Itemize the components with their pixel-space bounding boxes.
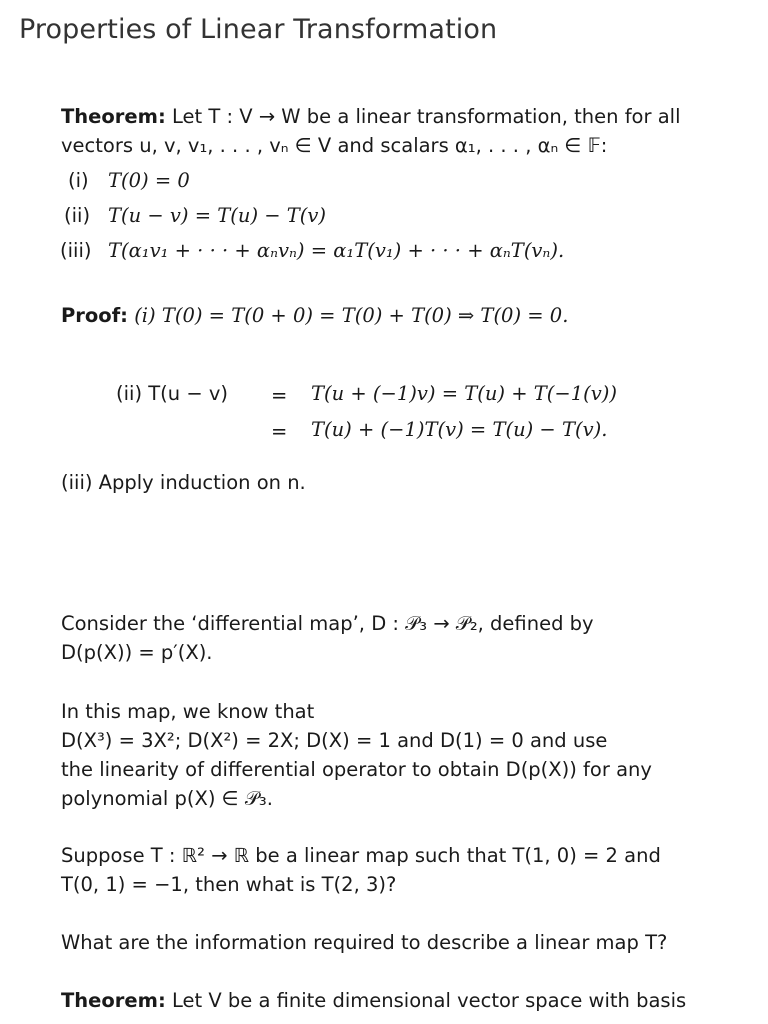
- theorem-2-statement: [61, 986, 728, 1015]
- theorem-line-2: vectors u, v, v₁, . . . , vₙ ∈ V and scalars α₁, . . . , αₙ ∈ 𝔽:: [61, 134, 608, 157]
- property-label: (i): [68, 169, 89, 192]
- theorem-line-1: Let T : V → W be a linear transformation, then for all: [171, 105, 681, 128]
- paragraph-line: the linearity of differential operator to obtain D(p(X)) for any: [61, 758, 652, 781]
- property-item-3: [60, 236, 564, 265]
- linear-map-question: [61, 841, 728, 899]
- proof-part-2-rhs-1: T(u + (−1)v) = T(u) + T(−1(v)): [311, 382, 617, 405]
- paragraph-line: Suppose T : ℝ² → ℝ be a linear map such that T(1, 0) = 2 and: [61, 844, 661, 867]
- theorem-line-1: Let V be a finite dimensional vector space with basis: [171, 989, 687, 1012]
- page-title: Properties of Linear Transformation: [19, 14, 498, 45]
- equals-sign: =: [271, 420, 288, 443]
- theorem-statement: [61, 102, 728, 160]
- paragraph-line: D(X³) = 3X²; D(X²) = 2X; D(X) = 1 and D(1) = 0 and use: [61, 729, 608, 752]
- theorem-label: Theorem:: [61, 105, 166, 128]
- proof-part-1: [61, 301, 728, 330]
- property-item-1: [68, 166, 190, 195]
- paragraph-line: Consider the ‘differential map’, D : 𝒫₃ → 𝒫₂, defined by: [61, 612, 594, 635]
- proof-part-2-rhs-2: T(u) + (−1)T(v) = T(u) − T(v).: [311, 418, 608, 441]
- property-item-2: [64, 201, 326, 230]
- proof-part-3: (iii) Apply induction on n.: [61, 471, 306, 494]
- paragraph-line: polynomial p(X) ∈ 𝒫₃.: [61, 787, 273, 810]
- property-label: (ii): [64, 204, 91, 227]
- property-expr: T(α₁v₁ + · · · + αₙvₙ) = α₁T(v₁) + · · · + αₙT(vₙ).: [108, 239, 565, 262]
- information-question: What are the information required to describe a linear map T?: [61, 931, 668, 954]
- paragraph-line: T(0, 1) = −1, then what is T(2, 3)?: [61, 873, 397, 896]
- differential-map-paragraph: [61, 609, 728, 667]
- differential-knowledge-paragraph: [61, 697, 728, 813]
- property-expr: T(0) = 0: [108, 169, 190, 192]
- property-expr: T(u − v) = T(u) − T(v): [108, 204, 327, 227]
- proof-label: Proof:: [61, 304, 128, 327]
- theorem-label: Theorem:: [61, 989, 166, 1012]
- equals-sign: =: [271, 384, 288, 407]
- proof-part-2-lhs: (ii) T(u − v): [116, 382, 229, 405]
- paragraph-line: D(p(X)) = p′(X).: [61, 641, 213, 664]
- proof-step-1: (i) T(0) = T(0 + 0) = T(0) + T(0) ⇒ T(0) = 0.: [134, 304, 569, 327]
- property-label: (iii): [60, 239, 92, 262]
- paragraph-line: In this map, we know that: [61, 700, 315, 723]
